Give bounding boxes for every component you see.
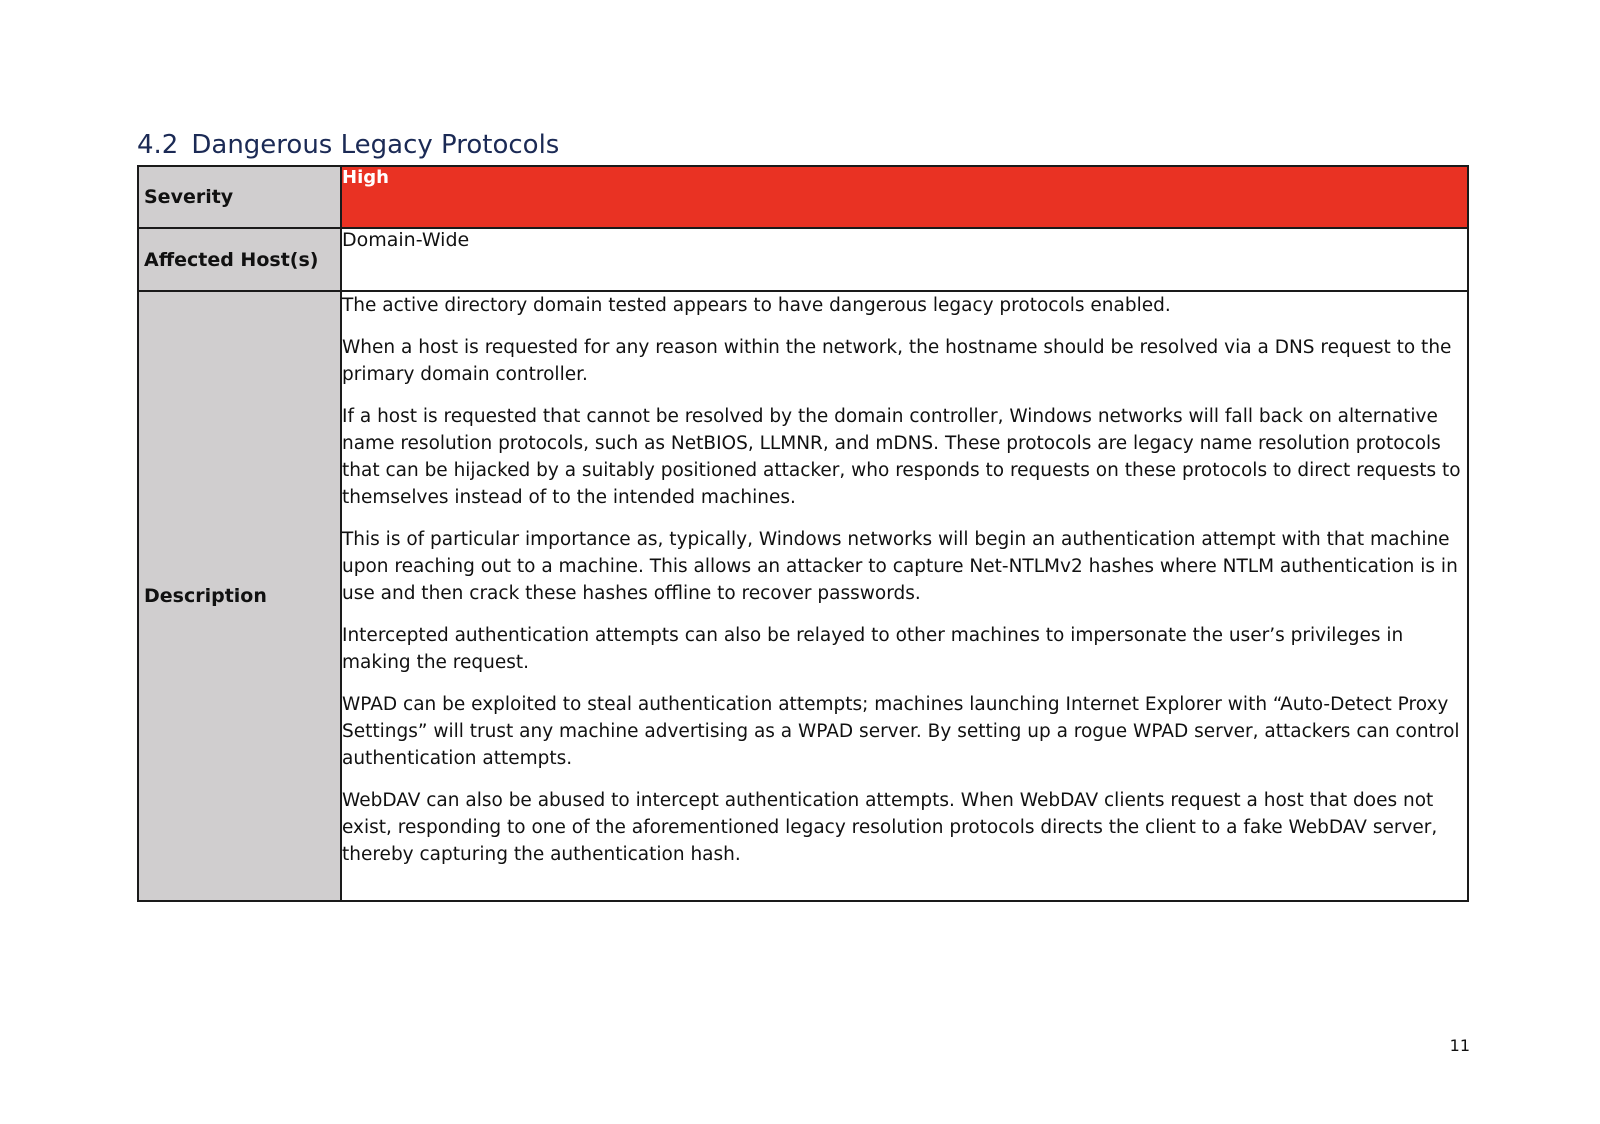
severity-label: Severity — [138, 166, 341, 228]
description-paragraph: WPAD can be exploited to steal authentication attempts; machines launching Internet Explorer with “Auto-Detect Proxy Settings” will trust any machine advertising as a WPAD server. By setting up a rogue WPAD server, attackers can control authentication attempts. — [342, 694, 1460, 769]
severity-row — [138, 166, 1468, 228]
severity-badge: High — [341, 166, 1468, 228]
finding-table — [137, 165, 1469, 902]
section-heading — [137, 128, 559, 162]
description-paragraph: This is of particular importance as, typically, Windows networks will begin an authentication attempt with that machine upon reaching out to a machine. This allows an attacker to capture Net-NTLMv2 hashes where NTLM authentication is in use and then crack these hashes offline to recover passwords. — [342, 529, 1458, 604]
affected-hosts-label: Affected Host(s) — [138, 228, 341, 291]
description-label: Description — [138, 291, 341, 901]
description-paragraph: If a host is requested that cannot be resolved by the domain controller, Windows networks will fall back on alternative name resolution protocols, such as NetBIOS, LLMNR, and mDNS. These protocols are legacy name resolution protocols that can be hijacked by a suitably positioned attacker, who responds to requests on these protocols to direct requests to themselves instead of to the intended machines. — [342, 406, 1461, 508]
affected-hosts-value: Domain-Wide — [341, 228, 1468, 291]
description-paragraph: Intercepted authentication attempts can also be relayed to other machines to impersonate the user’s privileges in making the request. — [342, 625, 1404, 673]
description-paragraph: WebDAV can also be abused to intercept authentication attempts. When WebDAV clients request a host that does not exist, responding to one of the aforementioned legacy resolution protocols directs the client to a fake WebDAV server, thereby capturing the authentication hash. — [342, 790, 1438, 865]
description-row — [138, 291, 1468, 901]
description-paragraph: The active directory domain tested appears to have dangerous legacy protocols enabled. — [342, 295, 1171, 316]
page-number: 11 — [1449, 1036, 1470, 1055]
description-paragraph: When a host is requested for any reason within the network, the hostname should be resolved via a DNS request to the primary domain controller. — [342, 337, 1452, 385]
affected-hosts-row — [138, 228, 1468, 291]
section-number: 4.2 — [137, 130, 179, 160]
section-title: Dangerous Legacy Protocols — [191, 130, 560, 160]
description-body — [341, 291, 1468, 901]
